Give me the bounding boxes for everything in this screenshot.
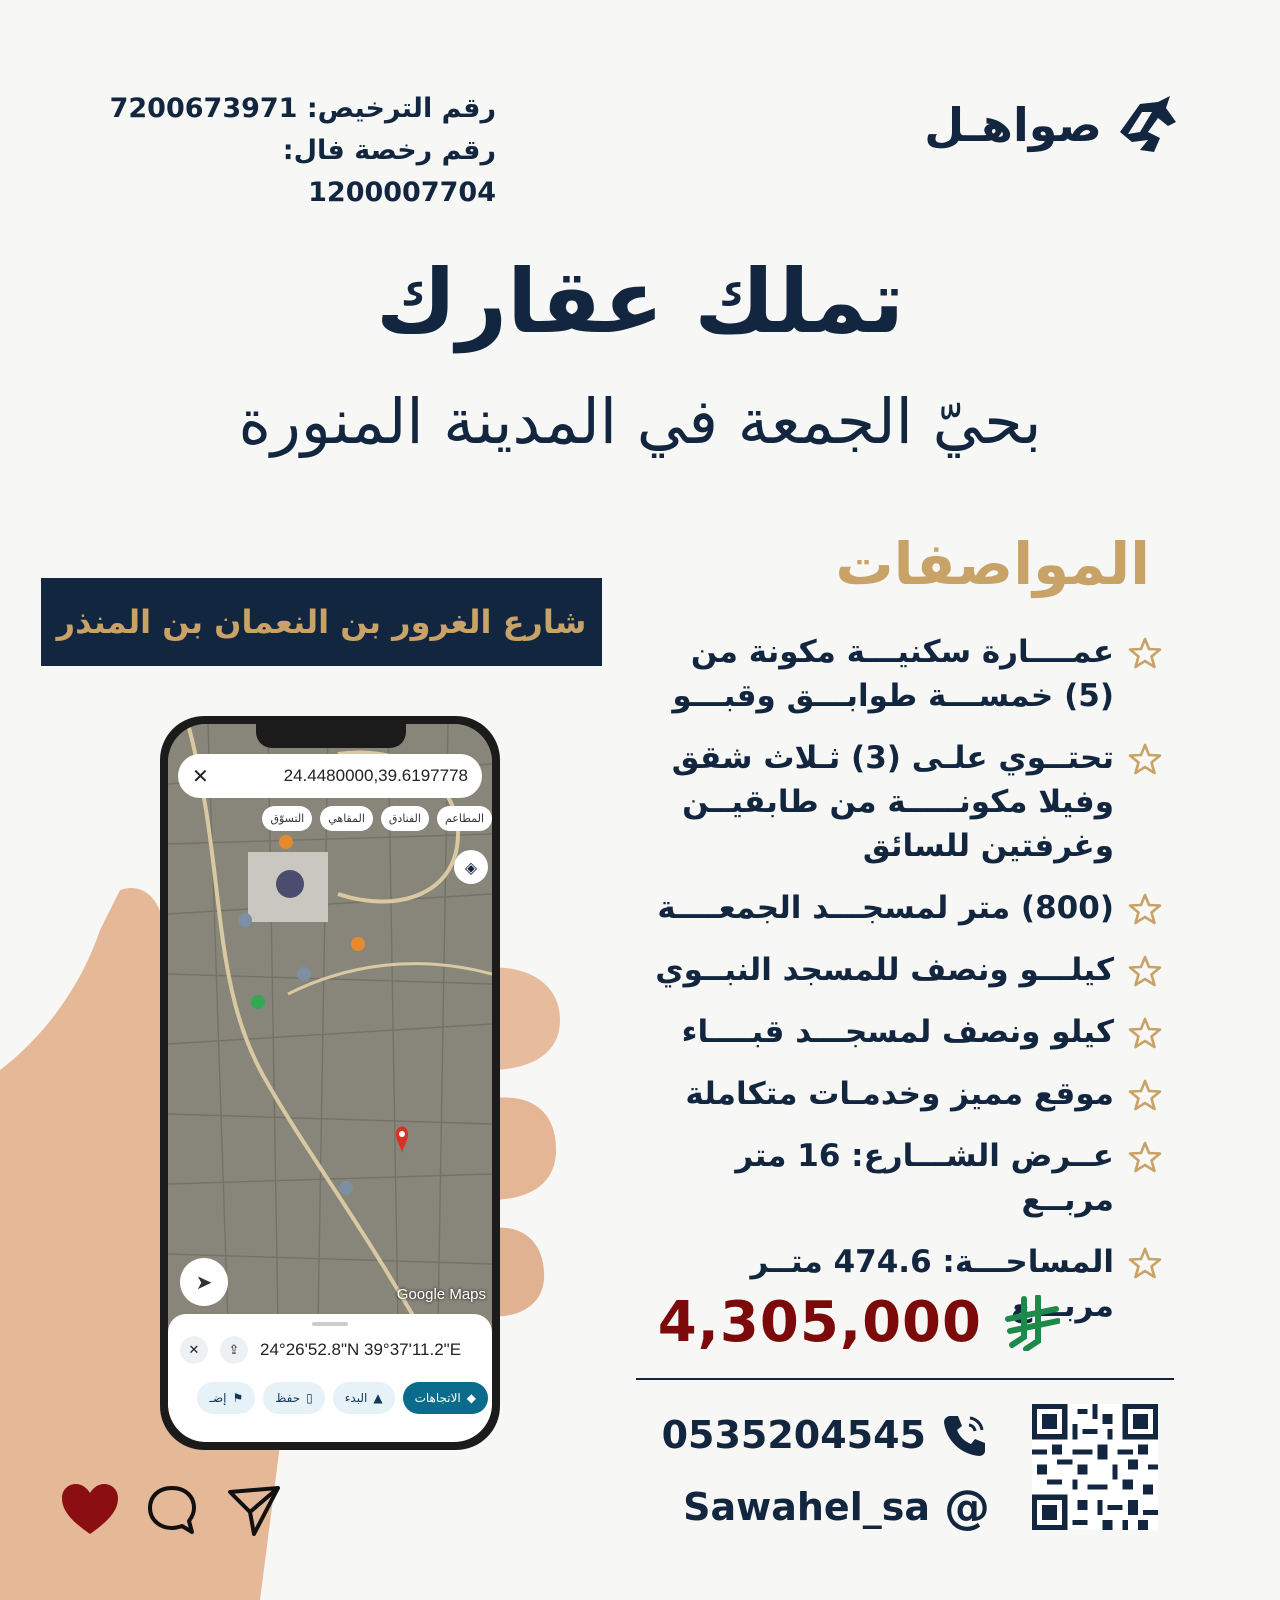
sheet-handle[interactable] [312, 1322, 348, 1326]
comment-icon[interactable] [142, 1482, 202, 1538]
spec-text: عمــــارة سكنيـــة مكونة من (5) خمســـة طوابـــق وقبـــو [672, 634, 1114, 714]
star-icon [1128, 954, 1162, 988]
spec-item [642, 886, 1162, 930]
brand-name: صواهـل [924, 98, 1102, 152]
coords-row [180, 1336, 490, 1364]
spec-item [642, 1072, 1162, 1116]
divider [636, 1378, 1174, 1380]
license-number: 7200673971 [109, 93, 298, 124]
place-sheet [168, 1314, 492, 1442]
save-button[interactable]: ▯ حفظ [263, 1382, 325, 1414]
saudi-riyal-icon [1004, 1295, 1060, 1351]
spec-text: تحتــوي علـى (3) ثـلاث شقق وفيلا مكونـــــة من طابقيــن وغرفتين للسائق [671, 740, 1114, 864]
chip-cafes[interactable]: المقاهي [320, 806, 373, 831]
map-screen [168, 724, 492, 1442]
street-banner: شارع الغرور بن النعمان بن المنذر [41, 578, 602, 666]
close-icon[interactable]: ✕ [192, 765, 209, 788]
fal-number: 1200007704 [308, 177, 496, 208]
chip-hotels[interactable]: الفنادق [381, 806, 429, 831]
save-label: حفظ [275, 1391, 301, 1405]
spec-item [642, 948, 1162, 992]
spec-text: عــرض الشـــارع: 16 متر مربــع [735, 1138, 1114, 1218]
brand-logo [924, 92, 1180, 158]
add-label: إضـ [209, 1391, 227, 1405]
coords-text: 24°26'52.8"N 39°37'11.2"E [260, 1340, 462, 1359]
star-icon [1128, 1140, 1162, 1174]
google-maps-label: Google Maps [396, 1286, 486, 1303]
directions-button[interactable]: ◆ الاتجاهات [403, 1382, 488, 1414]
star-icon [1128, 1078, 1162, 1112]
spec-text: كيلو ونصف لمسجـــد قبــــاء [681, 1014, 1114, 1050]
close-icon[interactable]: ✕ [180, 1336, 208, 1364]
directions-label: الاتجاهات [414, 1391, 461, 1405]
spec-item [642, 630, 1162, 718]
star-icon [1128, 636, 1162, 670]
spec-text: المساحـــة: 474.6 متــر مربـــع [750, 1244, 1114, 1324]
spec-item [642, 1010, 1162, 1054]
start-label: البدء [344, 1391, 368, 1405]
fal-label: رقم رخصة فال: [282, 135, 496, 166]
phone-icon [940, 1410, 990, 1460]
star-icon [1128, 742, 1162, 776]
social-handle[interactable]: Sawahel_sa [683, 1485, 930, 1529]
phone-number[interactable]: 0535204545 [661, 1413, 926, 1457]
phone-mockup [160, 716, 500, 1450]
start-button[interactable]: ▲ البدء [333, 1382, 395, 1414]
specs-list [642, 630, 1162, 1346]
license-line [96, 88, 496, 130]
phone-notch [256, 724, 406, 748]
spec-text: كيلـــو ونصف للمسجد النبــوي [655, 952, 1114, 988]
price-block [658, 1290, 1060, 1355]
map-category-chips [172, 806, 492, 831]
spec-item [642, 1134, 1162, 1222]
phone-row [662, 1410, 990, 1460]
social-actions [60, 1482, 284, 1538]
add-label-button[interactable]: ⚑ إضـ [197, 1382, 255, 1414]
chip-shopping[interactable]: التسوّق [262, 806, 312, 831]
page-title: تملك عقارك [375, 250, 905, 353]
star-icon [1128, 1246, 1162, 1280]
map-search-bar[interactable] [178, 754, 482, 798]
heart-icon[interactable] [60, 1482, 120, 1538]
specs-title: المواصفات [835, 530, 1150, 598]
at-icon: @ [944, 1480, 990, 1534]
star-icon [1128, 892, 1162, 926]
place-actions [168, 1382, 490, 1414]
spec-item [642, 736, 1162, 868]
layers-icon[interactable]: ◈ [454, 850, 488, 884]
star-icon [1128, 1016, 1162, 1050]
navigation-arrow-icon[interactable]: ➤ [180, 1258, 228, 1306]
spec-text: (800) متر لمسجـــد الجمعــــة [657, 890, 1114, 926]
qr-code-icon [1032, 1404, 1158, 1530]
price-value: 4,305,000 [657, 1290, 982, 1355]
horse-head-logo-icon [1114, 92, 1180, 158]
spec-text: موقع مميز وخدمـات متكاملة [685, 1076, 1114, 1112]
page-subtitle: بحيّ الجمعة في المدينة المنورة [238, 385, 1042, 458]
send-icon[interactable] [224, 1482, 284, 1538]
license-label: رقم الترخيص: [306, 93, 496, 124]
share-icon[interactable]: ⇪ [220, 1336, 248, 1364]
handle-row [683, 1480, 990, 1534]
fal-line [96, 130, 496, 214]
map-search-input[interactable]: 24.4480000,39.6197778 [283, 766, 468, 785]
license-info [96, 88, 496, 214]
chip-restaurants[interactable]: المطاعم [437, 806, 492, 831]
